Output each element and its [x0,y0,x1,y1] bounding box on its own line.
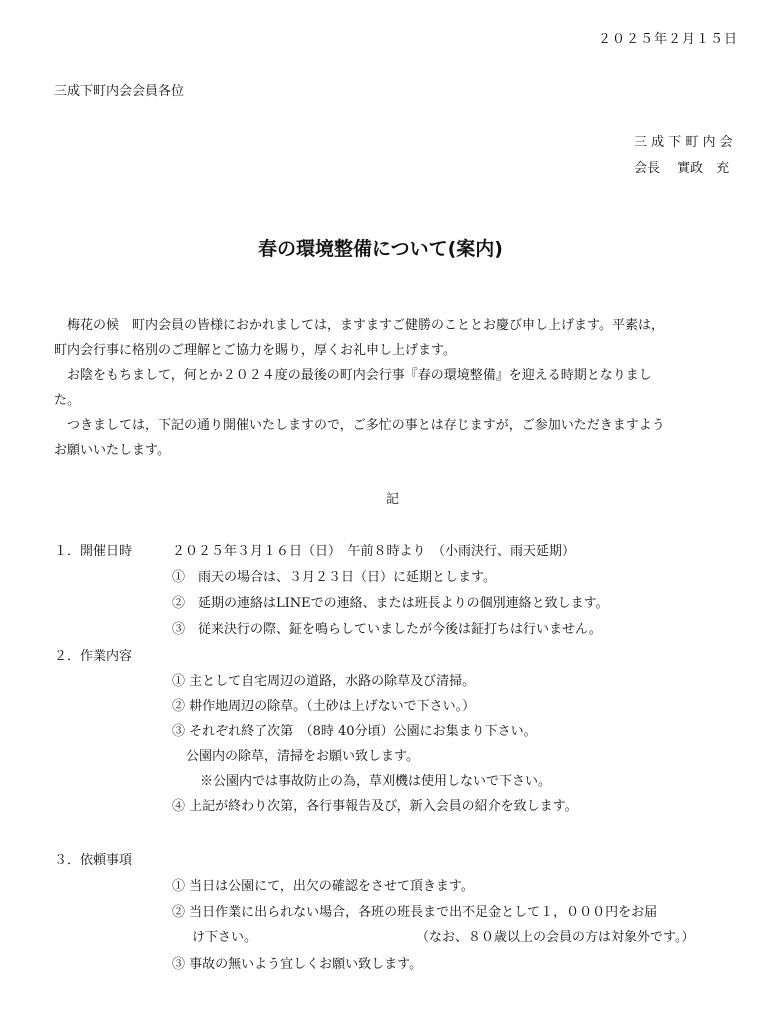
intro-line: お陰をもちまして，何とか２０２４度の最後の町内会行事『春の環境整備』を迎える時期となりまし [54,368,652,383]
intro-line: 町内会行事に格別のご理解とご協力を賜り，厚くお礼申し上げます。 [54,343,456,358]
intro-line: お願いいたします。 [54,443,170,458]
section-2-warning-note: ※公園内では事故防止の為，草刈機は使用しないで下さい。 [200,774,552,789]
section-2-item: ② 耕作地周辺の除草。（土砂は上げないで下さい。） [172,699,476,714]
intro-paragraphs [54,313,744,463]
section-2-heading: ２．作業内容 [54,649,133,664]
intro-line: つきましては，下記の通り開催いたしますので，ご多忙の事とは存じますが，ご参加いただきますよう [54,418,665,433]
section-2-item: ① 主として自宅周辺の道路，水路の除草及び清掃。 [172,674,476,689]
intro-line: 梅花の候 町内会員の皆様におかれましては，ますますご健勝のこととお慶び申し上げます。平素は， [54,318,664,333]
intro-line: た。 [54,393,81,408]
section-1-item: ③ 従来決行の際、鉦を鳴らしていましたが今後は鉦打ちは行いません。 [172,622,602,637]
section-1-datetime: ２０２５年３月１６日（日） 午前８時より （小雨決行、雨天延期） [172,544,576,559]
section-1-item: ② 延期の連絡はLINEでの連絡、または班長よりの個別連絡と致します。 [172,596,609,611]
document-title: 春の環境整備について(案内) [258,238,503,260]
sender-name: 会長 實政 充 [634,161,730,176]
sender-organization: 三 成 下 町 内 会 [634,135,733,150]
section-1-item: ① 雨天の場合は、３月２３日（日）に延期とします。 [172,570,496,585]
section-2-item: ③ それぞれ終了次第 （8時 40分頃）公園にお集まり下さい。 [172,724,537,739]
section-3-exemption-note: （なお、８０歳以上の会員の方は対象外です。） [416,930,695,945]
section-3-item: ③ 事故の無いよう宜しくお願い致します。 [172,957,423,972]
document-date: ２０２５年２月１５日 [598,32,739,47]
section-3-item-continuation: け下さい。 [192,930,258,945]
section-2-item: ④ 上記が終わり次第，各行事報告及び，新入会員の紹介を致します。 [172,799,578,814]
section-3-item: ② 当日作業に出られない場合，各班の班長まで出不足金として１，０００円をお届 [172,905,658,920]
section-3-heading: ３．依頼事項 [54,853,133,868]
section-2-item-note: 公園内の除草，清掃をお願い致します。 [186,749,419,764]
section-1-heading: １．開催日時 [54,544,133,559]
ki-marker: 記 [386,492,400,507]
addressee: 三成下町内会会員各位 [54,84,185,99]
section-3-item: ① 当日は公園にて，出欠の確認をさせて頂きます。 [172,879,474,894]
